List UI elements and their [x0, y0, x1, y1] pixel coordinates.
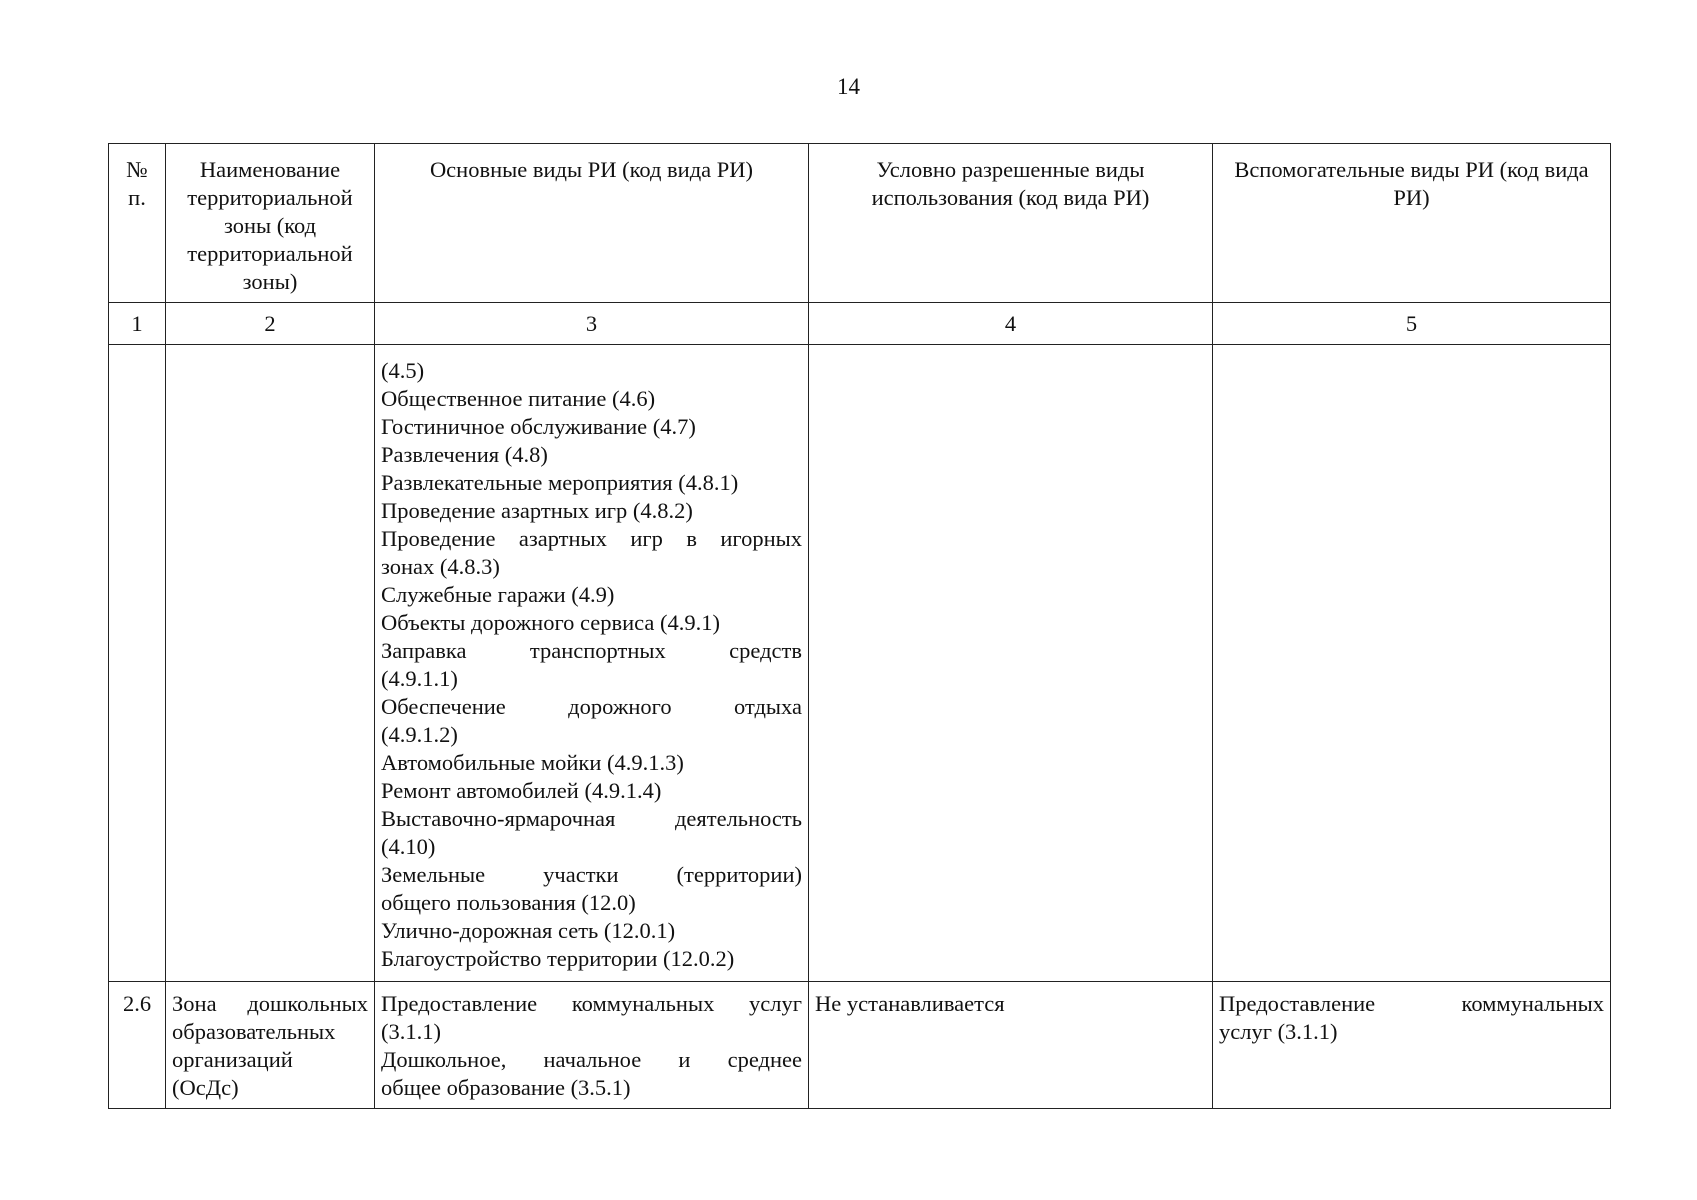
row-number-cell	[109, 345, 166, 982]
main-type-line: Земельные участки (территории)	[381, 862, 802, 887]
main-type-line: зонах (4.8.3)	[381, 554, 500, 579]
main-type-line: (3.1.1)	[381, 1019, 441, 1044]
zone-name-line: Зона дошкольных	[172, 991, 368, 1016]
auxiliary-type-line: услуг (3.1.1)	[1219, 1019, 1338, 1044]
table-row	[109, 982, 1611, 1109]
main-type-line: Предоставление коммунальных услуг	[381, 991, 802, 1016]
main-type-line: Проведение азартных игр (4.8.2)	[381, 498, 693, 523]
main-type-line: Обеспечение дорожного отдыха	[381, 694, 802, 719]
main-type-line: Ремонт автомобилей (4.9.1.4)	[381, 778, 662, 803]
zone-name-line: организаций	[172, 1047, 293, 1072]
column-number: 4	[809, 303, 1213, 345]
auxiliary-types-cell	[1213, 982, 1611, 1109]
auxiliary-types-cell	[1213, 345, 1611, 982]
main-type-line: Развлечения (4.8)	[381, 442, 548, 467]
zone-name-line: образовательных	[172, 1019, 336, 1044]
conditional-types-cell	[809, 345, 1213, 982]
main-type-line: общее образование (3.5.1)	[381, 1075, 631, 1100]
main-type-line: Автомобильные мойки (4.9.1.3)	[381, 750, 684, 775]
table-header-row	[109, 144, 1611, 303]
main-type-line: Развлекательные мероприятия (4.8.1)	[381, 470, 739, 495]
header-number: № п.	[109, 144, 166, 303]
zone-name-cell	[166, 345, 375, 982]
zone-name-line: (ОсДс)	[172, 1075, 239, 1100]
zone-name-cell	[166, 982, 375, 1109]
main-type-line: Гостиничное обслуживание (4.7)	[381, 414, 696, 439]
header-zone-name: Наименование территориальной зоны (код территориальной зоны)	[166, 144, 375, 303]
main-type-line: (4.9.1.1)	[381, 666, 458, 691]
auxiliary-type-line: Предоставление коммунальных	[1219, 991, 1604, 1016]
conditional-types-cell: Не устанавливается	[809, 982, 1213, 1109]
main-type-line: (4.9.1.2)	[381, 722, 458, 747]
zoning-table	[108, 143, 1611, 1109]
column-number: 1	[109, 303, 166, 345]
main-type-line: Благоустройство территории (12.0.2)	[381, 946, 735, 971]
column-number: 3	[375, 303, 809, 345]
main-type-line: Служебные гаражи (4.9)	[381, 582, 615, 607]
main-type-line: Улично-дорожная сеть (12.0.1)	[381, 918, 676, 943]
main-type-line: Объекты дорожного сервиса (4.9.1)	[381, 610, 721, 635]
main-type-line: Заправка транспортных средств	[381, 638, 802, 663]
main-type-line: общего пользования (12.0)	[381, 890, 636, 915]
page-number: 14	[837, 74, 860, 99]
column-number: 5	[1213, 303, 1611, 345]
header-auxiliary-types: Вспомогательные виды РИ (код вида РИ)	[1213, 144, 1611, 303]
main-types-cell	[375, 982, 809, 1109]
main-type-line: Дошкольное, начальное и среднее	[381, 1047, 802, 1072]
table-row	[109, 345, 1611, 982]
main-type-line: Общественное питание (4.6)	[381, 386, 656, 411]
row-number-cell: 2.6	[109, 982, 166, 1109]
main-type-line: (4.10)	[381, 834, 436, 859]
main-type-line: Проведение азартных игр в игорных	[381, 526, 802, 551]
header-main-types: Основные виды РИ (код вида РИ)	[375, 144, 809, 303]
column-number: 2	[166, 303, 375, 345]
main-type-line: Выставочно-ярмарочная деятельность	[381, 806, 802, 831]
header-conditional-types: Условно разрешенные виды использования (код вида РИ)	[809, 144, 1213, 303]
main-type-line: (4.5)	[381, 358, 425, 383]
main-types-cell	[375, 345, 809, 982]
column-numbers-row	[109, 303, 1611, 345]
